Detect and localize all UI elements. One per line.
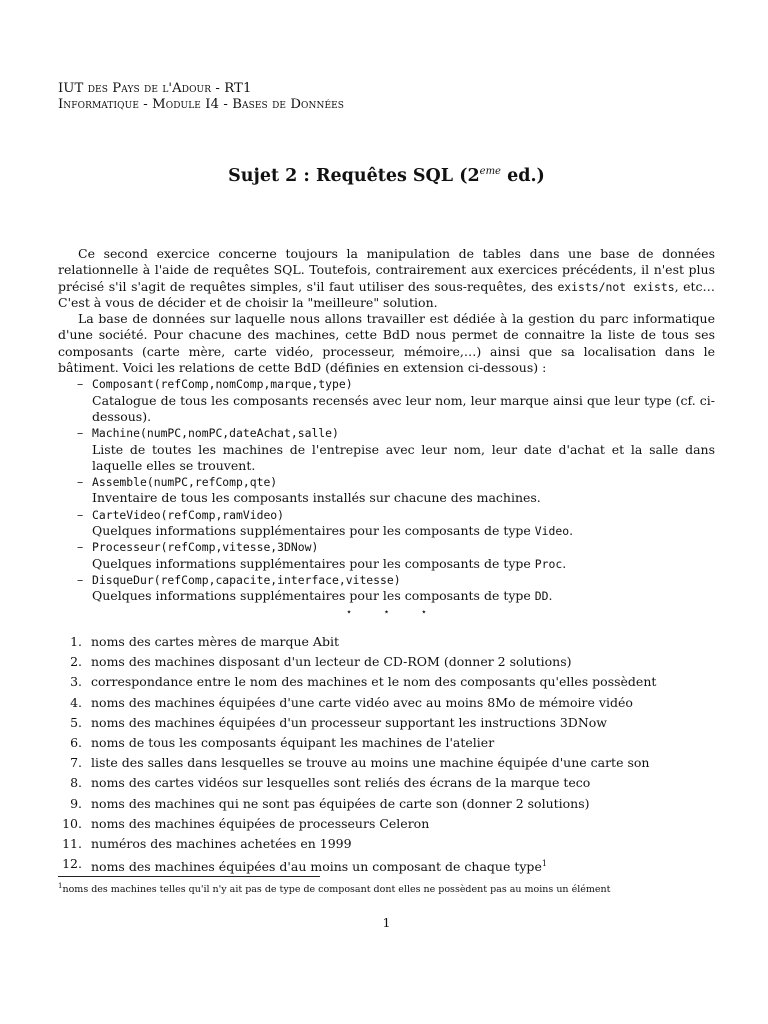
intro-paragraph-1: Ce second exercice concerne toujours la manipulation de tables dans une base de données relationnelle à l'aide de requêtes SQL. Toutefois, contrairement aux exercices précédents, il n'est plus précisé s'il s'agit de requêtes simples, s'il faut utiliser des sous-requêtes, des exists/not exists, etc…C'est à vous de décider et de choisir la "meilleure" solution.: [58, 246, 716, 310]
title-suffix: ed.): [500, 165, 545, 186]
question-item: [58, 753, 715, 773]
question-number: 8.: [70, 775, 82, 791]
question-number: 5.: [70, 714, 82, 730]
relation-schema: CarteVideo(refComp,ramVideo): [92, 507, 285, 522]
relation-description: Quelques informations supplémentaires pour les composants de type Video.: [92, 523, 574, 539]
list-dash: –: [77, 506, 84, 522]
list-dash: –: [77, 376, 84, 392]
relations-list: [58, 376, 715, 604]
title-prefix: Sujet 2 : Requêtes SQL (2: [228, 165, 480, 186]
question-text: liste des salles dans lesquelles se trouve au moins une machine équipée d'une carte son: [91, 755, 650, 771]
question-text: noms des machines équipées d'un processeur supportant les instructions 3DNow: [91, 714, 607, 730]
section-separator: ⋆ ⋆ ⋆: [345, 606, 442, 618]
questions-list: [58, 632, 715, 878]
question-number: 6.: [70, 735, 82, 751]
question-number: 3.: [70, 674, 82, 690]
question-item: [58, 713, 715, 733]
list-dash: –: [77, 474, 84, 490]
question-text: noms des machines qui ne sont pas équipées de carte son (donner 2 solutions): [91, 795, 590, 811]
question-item: [58, 773, 715, 793]
inline-code: exists/not exists: [557, 279, 675, 294]
question-number: 2.: [70, 654, 82, 670]
list-dash: –: [77, 571, 84, 587]
page-number: 1: [382, 915, 391, 930]
header-module: Informatique - Module I4 - Bases de Données: [58, 97, 345, 112]
question-item: [58, 652, 715, 672]
question-item: [58, 814, 715, 834]
relation-schema: Composant(refComp,nomComp,marque,type): [92, 377, 353, 392]
question-text: noms des machines équipées d'au moins un composant de chaque type: [91, 859, 542, 875]
question-number: 11.: [62, 836, 82, 852]
relation-schema: DisqueDur(refComp,capacite,interface,vitesse): [92, 572, 401, 587]
question-number: 12.: [62, 856, 82, 872]
question-text: noms des machines équipées de processeurs Celeron: [91, 815, 430, 831]
footnote-reference[interactable]: 1: [541, 859, 547, 869]
footnote-rule: [58, 876, 320, 877]
relation-item: [58, 425, 715, 474]
document-title: [58, 161, 715, 187]
question-item: [58, 794, 715, 814]
question-item: [58, 632, 715, 652]
relation-item: [58, 376, 715, 425]
question-text: noms des cartes vidéos sur lesquelles sont reliés des écrans de la marque teco: [91, 775, 591, 791]
question-number: 4.: [70, 694, 82, 710]
relation-description: Catalogue de tous les composants recensés avec leur nom, leur marque ainsi que leur type (cf. ci-dessous).: [92, 392, 715, 424]
title-superscript: eme: [479, 166, 501, 177]
document-page: [58, 0, 715, 1024]
question-number: 1.: [70, 634, 82, 649]
list-dash: –: [77, 425, 84, 441]
question-text: correspondance entre le nom des machines et le nom des composants qu'elles possèdent: [91, 674, 657, 690]
question-text: noms des machines équipées d'une carte vidéo avec au moins 8Mo de mémoire vidéo: [91, 694, 633, 710]
relation-description: Quelques informations supplémentaires pour les composants de type Proc.: [92, 555, 567, 571]
document-body: [58, 246, 715, 621]
question-text: noms des machines disposant d'un lecteur de CD-ROM (donner 2 solutions): [91, 654, 572, 670]
question-item: [58, 733, 715, 753]
question-text: noms de tous les composants équipant les machines de l'atelier: [91, 735, 495, 751]
question-number: 9.: [70, 795, 82, 811]
relation-item: [58, 507, 715, 540]
question-item: [58, 854, 715, 877]
relation-schema: Assemble(numPC,refComp,qte): [92, 475, 278, 490]
footnote: [58, 880, 610, 896]
question-number: 10.: [62, 815, 82, 831]
intro-paragraph-2: La base de données sur laquelle nous allons travailler est dédiée à la gestion du parc informatique d'une société. Pour chacune des machines, cette BdD nous permet de connaitre la liste de tous ses composants (carte mère, carte vidéo, processeur, mémoire,…) ainsi que sa localisation dans le bâtiment. Voici les relations de cette BdD (définies en extension ci-dessous) :: [58, 311, 715, 376]
relation-schema: Machine(numPC,nomPC,dateAchat,salle): [92, 426, 339, 441]
question-text: noms des cartes mères de marque Abit: [91, 634, 339, 649]
question-item: [58, 834, 715, 854]
header-institution: IUT des Pays de l'Adour - RT1: [58, 81, 252, 96]
relation-item: [58, 539, 715, 572]
footnote-mark: 1: [58, 882, 63, 890]
relation-item: [58, 572, 715, 605]
relation-description: Quelques informations supplémentaires pour les composants de type DD.: [92, 588, 553, 604]
list-dash: –: [77, 539, 84, 555]
question-item: [58, 693, 715, 713]
question-item: [58, 672, 715, 692]
relation-description: Inventaire de tous les composants installés sur chacune des machines.: [92, 490, 541, 506]
question-number: 7.: [70, 755, 82, 771]
footnote-text: noms des machines telles qu'il n'y ait pas de type de composant dont elles ne possèdent pas au moins un élément: [62, 884, 611, 896]
relation-item: [58, 474, 715, 507]
relation-schema: Processeur(refComp,vitesse,3DNow): [92, 540, 319, 555]
relation-description: Liste de toutes les machines de l'entrepise avec leur nom, leur date d'achat et la salle dans laquelle elles se trouvent.: [92, 441, 715, 473]
question-text: numéros des machines achetées en 1999: [91, 836, 352, 852]
